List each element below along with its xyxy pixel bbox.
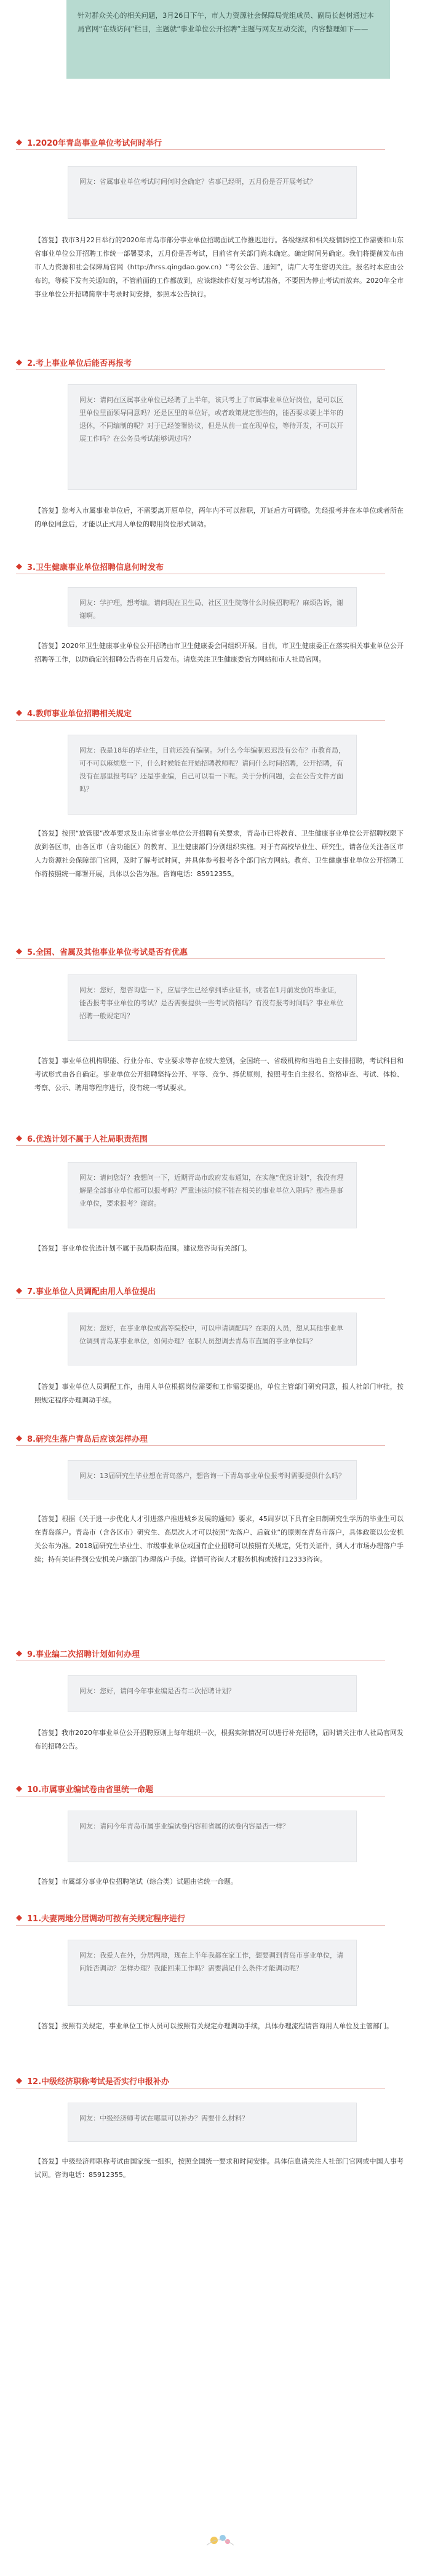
dot-icon: ◆ — [16, 562, 22, 571]
answer-9: 【答复】我市2020年事业单位公开招聘原则上每年组织一次，根据实际情况可以进行补充招聘，届时请关注市人社局官网发布的招聘公告。 — [34, 1729, 404, 1750]
section-title-2: ◆ 2.考上事业单位后能否再报考 — [16, 358, 132, 368]
question-box-2: 网友：请问在区属事业单位已经聘了上半年，该只考上了市属事业单位好岗位，是可以区里单位里面领导同意吗？还是区里的单位好，或者政策规定那些的，能否要求要上半年的退休，不同编制的呢？对于已经签署协议，但是从前一直在现单位，等待开发，不可以开展工作吗？在公务员考试能够调过吗？ — [68, 384, 357, 490]
section-title-11: ◆ 11.夫妻两地分居调动可按有关规定程序进行 — [16, 1913, 186, 1924]
answer-3: 【答复】2020年卫生健康事业单位公开招聘由市卫生健康委会同组织开展。目前，市卫生健康委正在落实相关事业单位公开招聘等工作，以防确定的招聘公告将在月后发布。请您关注卫生健康委官方网站和市人社局官网。 — [34, 642, 404, 663]
question-box-10: 网友：请问今年青岛市属事业编试卷内容和省属的试卷内容是否一样？ — [68, 1811, 357, 1862]
section-title-1: ◆ 1.2020年青岛事业单位考试何时举行 — [16, 138, 162, 148]
answer-6: 【答复】事业单位优选计划不属于我局职责范围。建议您咨询有关部门。 — [34, 1244, 251, 1252]
section-rule — [16, 720, 385, 721]
section-rule — [16, 149, 385, 150]
answer-4: 【答复】按照“放管服”改革要求及山东省事业单位公开招聘有关要求，青岛市已将教育、卫生健康事业单位公开招聘权限下放到各区市，由各区市（含功能区）的教育、卫生健康部门分别组织实施。对于有高校毕业生、研究生，请各位关注各区市人力资源社会保障部门官网，及时了解考试时间，并具体参考报考各个部门官方网站。教育、卫生健康事业单位公开招聘工作将按照统一部署开展，具体以公告为准。咨询电话：85912355。 — [34, 829, 404, 878]
answer-8: 【答复】根据《关于进一步优化人才引进落户推进城乡发展的通知》要求，45周岁以下具有全日制研究生学历的毕业生可以在青岛落户。青岛市（含各区市）研究生、高层次人才可以按照“先落户、后就业”的原则在青岛市落户，具体政策以公安机关公布为准。2018届研究生毕业生、市级事业单位或国有企业招聘可以按照有关规定，凭有关证件，到人才市场办理落户手续；持有关证件到公安机关户籍部门办理落户手续。详情可咨询人才服务机构或拨打12333咨询。 — [34, 1515, 404, 1563]
question-box-3: 网友：学护理，想考编。请问现在卫生局、社区卫生院等什么时候招聘呢？麻烦告诉，谢谢啊。 — [68, 587, 357, 626]
answer-11: 【答复】按照有关规定，事业单位工作人员可以按照有关规定办理调动手续，具体办理流程请咨询用人单位及主管部门。 — [34, 2022, 393, 2030]
section-title-4: ◆ 4.教师事业单位招聘相关规定 — [16, 708, 132, 719]
question-box-6: 网友：请问您好？我想问一下，近期青岛市政府发布通知，在实施“优选计划”，我没有理解是全部事业单位都可以报考吗？严重违法时候不能在相关的事业单位入职吗？那些是事业单位，要求报考？谢谢。 — [68, 1162, 357, 1228]
intro-box — [66, 0, 390, 79]
dot-icon: ◆ — [16, 138, 22, 147]
answer-7: 【答复】事业单位人员调配工作，由用人单位根据岗位需要和工作需要提出，单位主管部门研究同意，报人社部门审批，按照规定程序办理调动手续。 — [34, 1383, 404, 1404]
answer-2: 【答复】您考入市属事业单位后，不需要离开原单位，两年内不可以辞职，开证后方可调整。先经报考并在本单位或者所在的单位同意后，才能以正式用人单位的聘用岗位形式调动。 — [34, 507, 404, 528]
question-box-12: 网友：中级经济师考试在哪里可以补办？需要什么材料？ — [68, 2103, 357, 2142]
answer-10: 【答复】市属部分事业单位招聘笔试（综合类）试题由省统一命题。 — [34, 1878, 237, 1886]
dot-icon: ◆ — [16, 1434, 22, 1443]
question-box-1: 网友：省属事业单位考试时间何时会确定？省事已经明，五月份是否开展考试？ — [68, 166, 357, 219]
dot-icon: ◆ — [16, 1913, 22, 1922]
dot-icon: ◆ — [16, 1784, 22, 1793]
intro-text: 针对群众关心的相关问题，3月26日下午，市人力资源社会保障局党组成员、副局长赵树通过本局官网“在线访问”栏目，主题就“事业单位公开招聘”主题与网友互动交流，内容整理如下—— — [78, 11, 374, 33]
section-rule — [16, 1145, 385, 1146]
section-title-7: ◆ 7.事业单位人员调配由用人单位提出 — [16, 1286, 156, 1297]
section-title-8: ◆ 8.研究生落户青岛后应该怎样办理 — [16, 1434, 148, 1444]
section-title-12: ◆ 12.中级经济职称考试是否实行申报补办 — [16, 2076, 170, 2087]
question-box-7: 网友：您好，在事业单位或高等院校中，可以申请调配吗？在职的人员，想从其他事业单位调到青岛某事业单位，如何办理？在职人员想调去青岛市直属的事业单位吗？ — [68, 1313, 357, 1365]
question-box-4: 网友：我是18年的毕业生，目前还没有编制。为什么今年编制迟迟没有公布？市教育局，可不可以麻烦您一下，什么时候能在开始招聘教师呢？请问什么时间招聘，公开招聘，有没有在那里报考吗？还是事业编，自己可以看一下呢。关于分析问题，会在公告文件方面吗？ — [68, 735, 357, 815]
section-rule — [16, 1925, 385, 1926]
question-box-9: 网友：您好，请问今年事业编是否有二次招聘计划？ — [68, 1675, 357, 1712]
dot-icon: ◆ — [16, 947, 22, 956]
answer-1: 【答复】我市3月22日举行的2020年青岛市部分事业单位招聘面试工作推迟进行。各级继续和相关疫情防控工作需要和山东省事业单位公开招聘工作统一部署要求，五月份是否考试，目前省有关部门尚未确定。确定时间另确定。我们将提前发布由市人力资源和社会保障局官网（http://hrss.qingdao.gov.cn）“考公公告、通知”，请广大考生密切关注。报名时本应由公布的，等候下发有关通知的，不管前面的工作都放到，应该继续作好复习考试准备，不要因为停止考试而放弃。2020年全市事业单位公开招聘简章中考录时间安排，参照本公告执行。 — [34, 236, 404, 298]
dot-icon: ◆ — [16, 1286, 22, 1295]
dot-icon: ◆ — [16, 708, 22, 717]
dot-icon: ◆ — [16, 1649, 22, 1658]
section-title-5: ◆ 5.全国、省属及其他事业单位考试是否有优惠 — [16, 947, 188, 957]
answer-12: 【答复】中级经济师职称考试由国家统一组织，按照全国统一要求和时间安排。具体信息请关注人社部门官网或中国人事考试网。咨询电话：85912355。 — [34, 2157, 404, 2179]
question-box-11: 网友：我爱人在外，分居两地，现在上半年我都在家工作，想要调到青岛市事业单位，请问能否调动？怎样办理？我能回来工作吗？需要满足什么条件才能调动呢？ — [68, 1940, 357, 2006]
dot-icon: ◆ — [16, 2076, 22, 2085]
section-rule — [16, 1445, 385, 1446]
answer-5: 【答复】事业单位机构职能、行业分布、专业要求等存在较大差别，全国统一、省级机构和当地自主安排招聘，考试科目和考试形式由各自确定。事业单位公开招聘坚持公开、平等、竞争、择优原则，按照考生自主报名、资格审查、考试、体检、考察、公示、聘用等程序进行，没有统一考试要求。 — [34, 1057, 404, 1092]
section-title-3: ◆ 3.卫生健康事业单位招聘信息何时发布 — [16, 562, 164, 572]
decorative-flower-icon — [196, 2532, 245, 2548]
question-box-5: 网友：您好，想咨询您一下，应届学生已经拿到毕业证书，或者在1月前发放的毕业证，能否报考事业单位的考试？是否需要提供一些考试资格吗？有没有报考时间吗？事业单位招聘一般规定吗？ — [68, 974, 357, 1041]
dot-icon: ◆ — [16, 358, 22, 367]
section-rule — [16, 958, 385, 959]
question-box-8: 网友：13届研究生毕业想在青岛落户，想咨询一下青岛事业单位报考时需要提供什么吗？ — [68, 1460, 357, 1499]
dot-icon: ◆ — [16, 1134, 22, 1143]
section-title-6: ◆ 6.优选计划不属于人社局职责范围 — [16, 1134, 148, 1144]
section-rule — [16, 369, 385, 370]
section-title-9: ◆ 9.事业编二次招聘计划如何办理 — [16, 1649, 140, 1659]
section-title-10: ◆ 10.市属事业编试卷由省里统一命题 — [16, 1784, 154, 1795]
